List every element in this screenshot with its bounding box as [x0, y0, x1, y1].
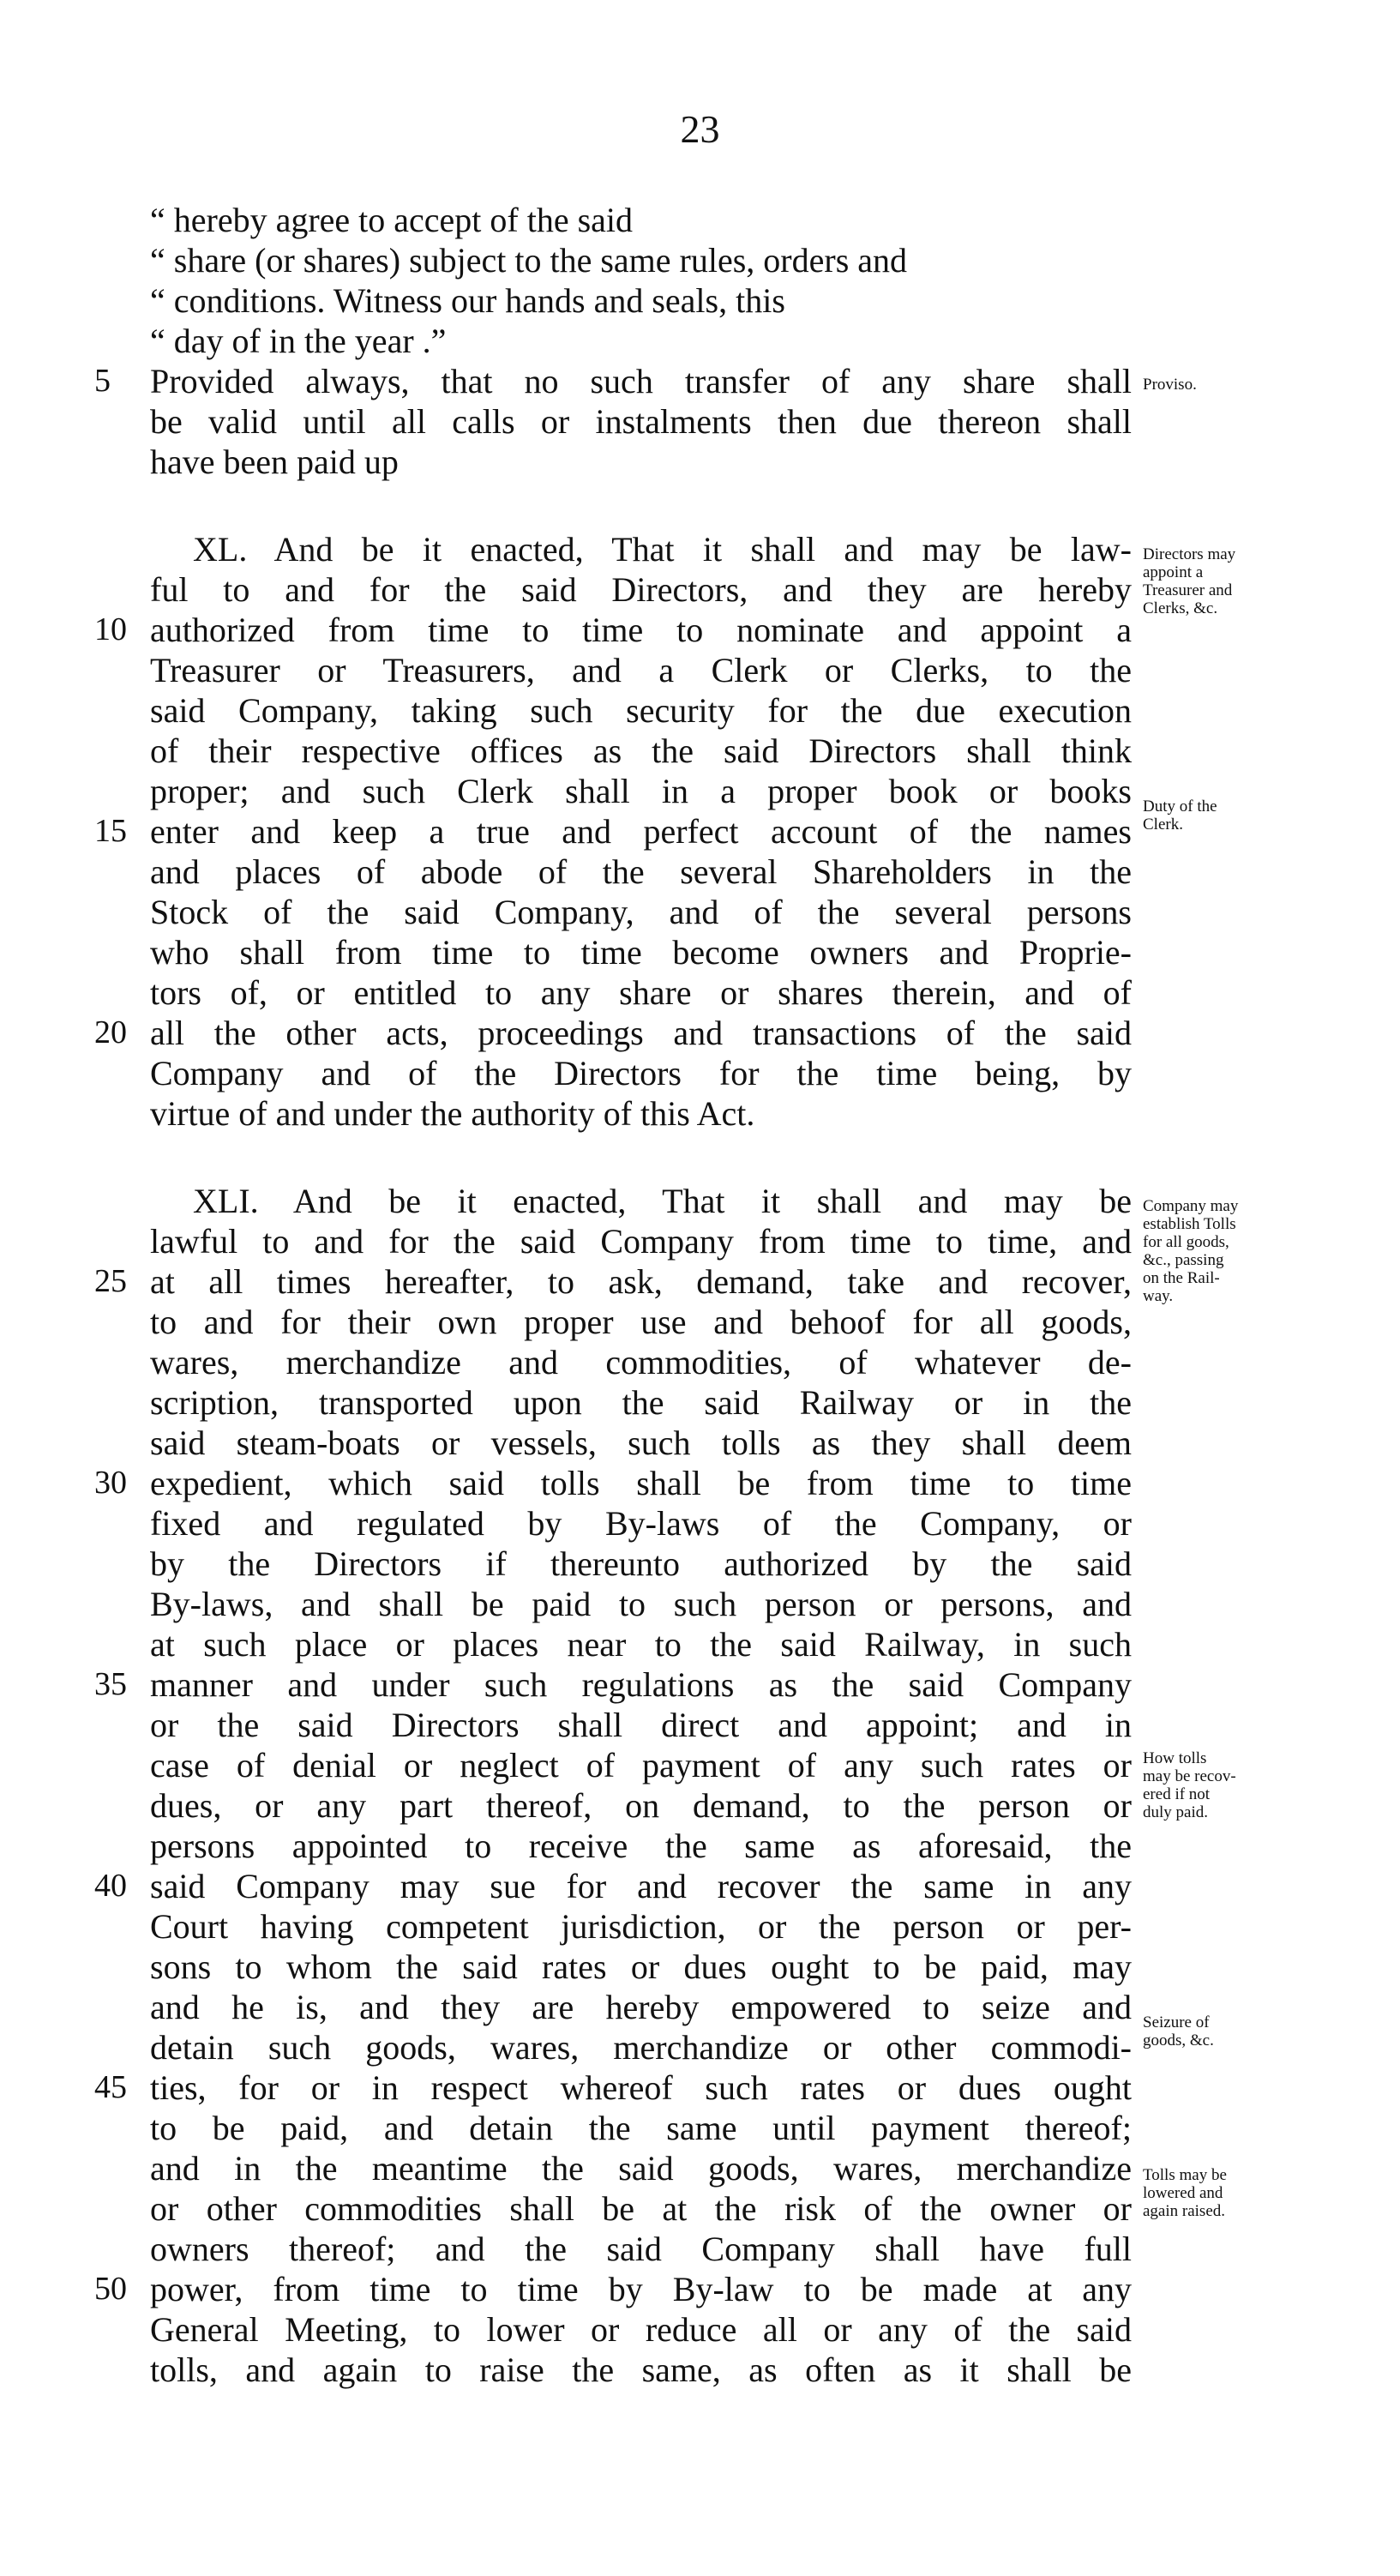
line-number: 20	[94, 1014, 127, 1050]
marginal-note-line: for all goods,	[1143, 1233, 1229, 1251]
marginal-note	[1143, 1197, 1391, 1305]
text-line: General Meeting, to lower or reduce all or any of the said	[150, 2310, 1132, 2349]
marginal-note-line: again raised.	[1143, 2202, 1226, 2220]
marginal-note-line: Seizure of	[1143, 2013, 1210, 2031]
text-line: tors of, or entitled to any share or shares therein, and of	[150, 973, 1132, 1012]
text-line: and he is, and they are hereby empowered to seize and	[150, 1988, 1132, 2026]
marginal-note-line: Treasurer and	[1143, 581, 1233, 599]
marginal-note-line: &c., passing	[1143, 1251, 1224, 1269]
text-line: Court having competent jurisdiction, or the person or per-	[150, 1907, 1132, 1946]
text-line: at such place or places near to the said Railway, in such	[150, 1625, 1132, 1664]
text-line: or the said Directors shall direct and appoint; and in	[150, 1706, 1132, 1744]
line-number: 40	[94, 1868, 127, 1904]
text-line: persons appointed to receive the same as aforesaid, the	[150, 1827, 1132, 1865]
marginal-note-line: duly paid.	[1143, 1803, 1208, 1821]
line-number: 45	[94, 2069, 127, 2105]
text-line: and places of abode of the several Shareholders in the	[150, 852, 1132, 891]
text-line: fixed and regulated by By-laws of the Company, or	[150, 1504, 1132, 1543]
marginal-note-line: Clerk.	[1143, 816, 1183, 834]
text-line: wares, merchandize and commodities, of whatever de-	[150, 1343, 1132, 1381]
marginal-note-line: Proviso.	[1143, 376, 1197, 394]
text-line: by the Directors if thereunto authorized by the said	[150, 1544, 1132, 1583]
marginal-note-line: Duty of the	[1143, 797, 1217, 816]
marginal-note-line: lowered and	[1143, 2184, 1223, 2202]
text-line: ties, for or in respect whereof such rates or dues ought	[150, 2068, 1132, 2107]
text-line: said Company may sue for and recover the same in any	[150, 1867, 1132, 1905]
text-line: at all times hereafter, to ask, demand, take and recover,	[150, 1262, 1132, 1301]
marginal-note-line: establish Tolls	[1143, 1215, 1236, 1233]
marginal-note-line: Company may	[1143, 1197, 1239, 1215]
marginal-note	[1143, 797, 1391, 834]
text-line: to and for their own proper use and behoof for all goods,	[150, 1303, 1132, 1341]
marginal-note	[1143, 2013, 1391, 2049]
marginal-note-line: on the Rail-	[1143, 1269, 1220, 1287]
text-line: sons to whom the said rates or dues ought to be paid, may	[150, 1947, 1132, 1986]
line-number: 25	[94, 1263, 127, 1299]
line-number: 10	[94, 611, 127, 647]
text-line: owners thereof; and the said Company shall have full	[150, 2230, 1132, 2268]
line-number: 15	[94, 813, 127, 849]
line-number: 50	[94, 2271, 127, 2307]
text-line: said Company, taking such security for the due execution	[150, 691, 1132, 730]
text-line: and in the meantime the said goods, wares, merchandize	[150, 2149, 1132, 2188]
text-line: scription, transported upon the said Railway or in the	[150, 1383, 1132, 1422]
text-line: case of denial or neglect of payment of any such rates or	[150, 1746, 1132, 1785]
text-line: proper; and such Clerk shall in a proper book or books	[150, 772, 1132, 810]
text-line: “ conditions. Witness our hands and seals, this	[150, 281, 785, 320]
marginal-note	[1143, 545, 1391, 617]
text-line: “ share (or shares) subject to the same rules, orders and	[150, 241, 908, 280]
text-line: manner and under such regulations as the said Company	[150, 1665, 1132, 1704]
marginal-note	[1143, 2166, 1391, 2220]
text-line: or other commodities shall be at the risk of the owner or	[150, 2189, 1132, 2228]
marginal-note-line: Tolls may be	[1143, 2166, 1227, 2184]
marginal-note-line: way.	[1143, 1287, 1174, 1305]
text-line: detain such goods, wares, merchandize or other commodi-	[150, 2028, 1132, 2067]
text-line: expedient, which said tolls shall be from time to time	[150, 1464, 1132, 1502]
text-line: of their respective offices as the said Directors shall think	[150, 731, 1132, 770]
marginal-note-line: may be recov-	[1143, 1767, 1236, 1785]
text-line: “ hereby agree to accept of the said	[150, 201, 634, 239]
marginal-note-line: appoint a	[1143, 563, 1204, 581]
text-line: Company and of the Directors for the time being, by	[150, 1054, 1132, 1092]
text-line: who shall from time to time become owners and Proprie-	[150, 933, 1132, 972]
line-number: 35	[94, 1666, 127, 1702]
line-number: 30	[94, 1465, 127, 1501]
page-number: 23	[680, 107, 720, 151]
text-line: ful to and for the said Directors, and they are hereby	[150, 570, 1132, 609]
text-line: tolls, and again to raise the same, as often as it shall be	[150, 2350, 1132, 2389]
text-line: be valid until all calls or instalments then due thereon shall	[150, 402, 1132, 441]
marginal-note-line: Clerks, &c.	[1143, 599, 1218, 617]
text-line: to be paid, and detain the same until payment thereof;	[150, 2109, 1132, 2147]
text-line: XL. And be it enacted, That it shall and may be law-	[193, 530, 1132, 569]
text-line: lawful to and for the said Company from time to time, and	[150, 1222, 1132, 1261]
text-line: all the other acts, proceedings and transactions of the said	[150, 1014, 1132, 1052]
text-line: Provided always, that no such transfer of any share shall	[150, 362, 1132, 400]
marginal-note-line: Directors may	[1143, 545, 1236, 563]
marginal-note-line: ered if not	[1143, 1785, 1211, 1803]
marginal-note	[1143, 376, 1391, 394]
text-line: By-laws, and shall be paid to such person or persons, and	[150, 1585, 1132, 1623]
text-line: Treasurer or Treasurers, and a Clerk or Clerks, to the	[150, 651, 1132, 689]
text-line: enter and keep a true and perfect account of the names	[150, 812, 1132, 851]
text-line: Stock of the said Company, and of the several persons	[150, 893, 1132, 931]
line-number: 5	[94, 363, 111, 399]
marginal-note-line: How tolls	[1143, 1749, 1207, 1767]
marginal-note-line: goods, &c.	[1143, 2031, 1214, 2049]
marginal-note	[1143, 1749, 1391, 1821]
text-line: power, from time to time by By-law to be made at any	[150, 2270, 1132, 2308]
text-line: virtue of and under the authority of this Act.	[150, 1094, 755, 1133]
text-line: have been paid up	[150, 442, 399, 481]
text-line: said steam-boats or vessels, such tolls as they shall deem	[150, 1423, 1132, 1462]
text-line: XLI. And be it enacted, That it shall and may be	[193, 1182, 1132, 1220]
text-line: “ day of in the year .”	[150, 322, 447, 360]
text-line: dues, or any part thereof, on demand, to the person or	[150, 1786, 1132, 1825]
text-line: authorized from time to time to nominate and appoint a	[150, 611, 1132, 649]
